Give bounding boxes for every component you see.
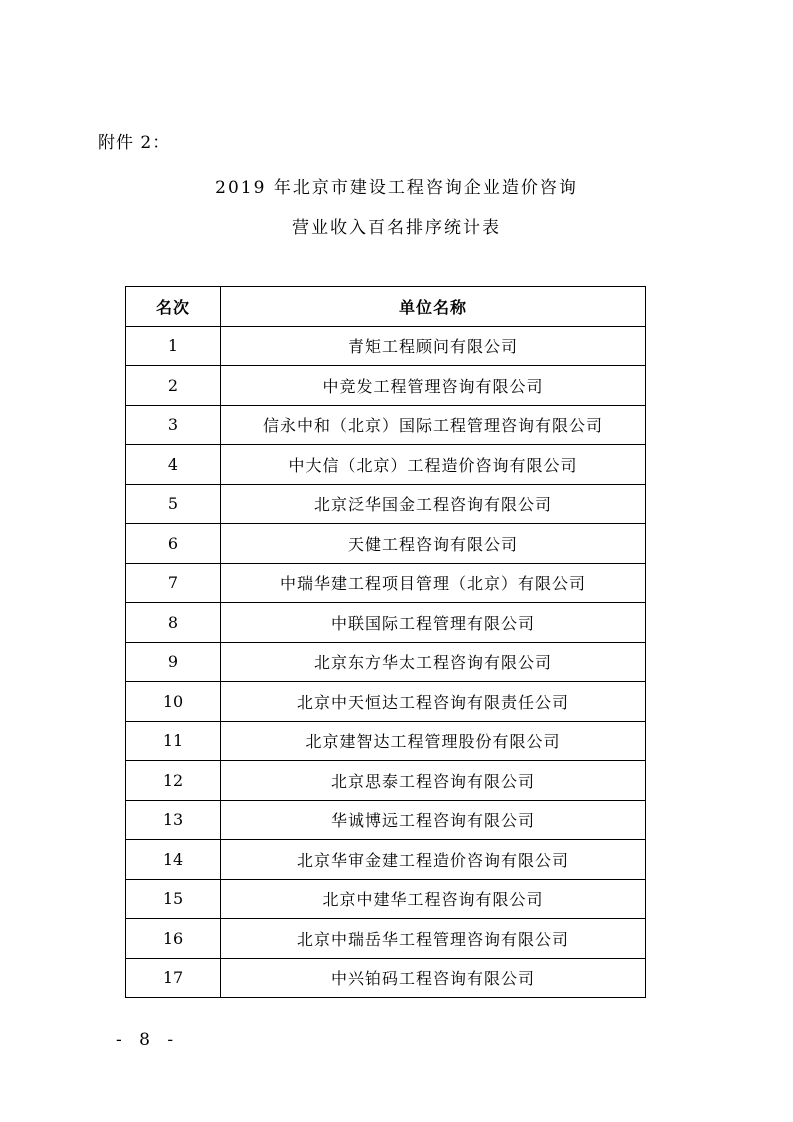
table-row: [126, 919, 646, 959]
company-name-cell: 北京华审金建工程造价咨询有限公司: [221, 840, 646, 880]
rank-cell: 2: [126, 366, 221, 406]
rank-cell: 9: [126, 642, 221, 682]
company-name-cell: 中竞发工程管理咨询有限公司: [221, 366, 646, 406]
table-row: [126, 800, 646, 840]
company-name-cell: 北京建智达工程管理股份有限公司: [221, 721, 646, 761]
table-row: [126, 682, 646, 722]
company-name-cell: 中大信（北京）工程造价咨询有限公司: [221, 445, 646, 485]
rank-cell: 15: [126, 879, 221, 919]
table-row: [126, 958, 646, 998]
rank-cell: 16: [126, 919, 221, 959]
table-row: [126, 603, 646, 643]
company-name-cell: 信永中和（北京）国际工程管理咨询有限公司: [221, 405, 646, 445]
column-header-company-name: 单位名称: [221, 287, 646, 327]
table-body: [126, 326, 646, 998]
rank-cell: 4: [126, 445, 221, 485]
table-row: [126, 326, 646, 366]
company-name-cell: 中瑞华建工程项目管理（北京）有限公司: [221, 563, 646, 603]
rank-cell: 3: [126, 405, 221, 445]
document-title-line-1: 2019 年北京市建设工程咨询企业造价咨询: [215, 178, 578, 198]
company-name-cell: 天健工程咨询有限公司: [221, 524, 646, 564]
rank-cell: 1: [126, 326, 221, 366]
rank-cell: 10: [126, 682, 221, 722]
rank-cell: 8: [126, 603, 221, 643]
table-row: [126, 879, 646, 919]
table-row: [126, 405, 646, 445]
table-row: [126, 366, 646, 406]
table-row: [126, 484, 646, 524]
rank-cell: 13: [126, 800, 221, 840]
rank-cell: 12: [126, 761, 221, 801]
company-name-cell: 北京泛华国金工程咨询有限公司: [221, 484, 646, 524]
rank-cell: 6: [126, 524, 221, 564]
rank-cell: 5: [126, 484, 221, 524]
company-name-cell: 中兴铂码工程咨询有限公司: [221, 958, 646, 998]
ranking-table: [125, 286, 646, 998]
company-name-cell: 北京中瑞岳华工程管理咨询有限公司: [221, 919, 646, 959]
column-header-rank: 名次: [126, 287, 221, 327]
rank-cell: 11: [126, 721, 221, 761]
document-title-line-2: 营业收入百名排序统计表: [292, 218, 501, 238]
rank-cell: 14: [126, 840, 221, 880]
table-row: [126, 840, 646, 880]
attachment-label: 附件 2：: [98, 133, 171, 153]
table-row: [126, 642, 646, 682]
company-name-cell: 北京中建华工程咨询有限公司: [221, 879, 646, 919]
company-name-cell: 华诚博远工程咨询有限公司: [221, 800, 646, 840]
rank-cell: 17: [126, 958, 221, 998]
table-row: [126, 524, 646, 564]
rank-cell: 7: [126, 563, 221, 603]
company-name-cell: 北京思泰工程咨询有限公司: [221, 761, 646, 801]
company-name-cell: 北京中天恒达工程咨询有限责任公司: [221, 682, 646, 722]
table-row: [126, 445, 646, 485]
page-number: - 8 -: [116, 1030, 180, 1050]
table-row: [126, 721, 646, 761]
table-header-row: [126, 287, 646, 327]
table-row: [126, 761, 646, 801]
company-name-cell: 青矩工程顾问有限公司: [221, 326, 646, 366]
table-row: [126, 563, 646, 603]
company-name-cell: 中联国际工程管理有限公司: [221, 603, 646, 643]
company-name-cell: 北京东方华太工程咨询有限公司: [221, 642, 646, 682]
